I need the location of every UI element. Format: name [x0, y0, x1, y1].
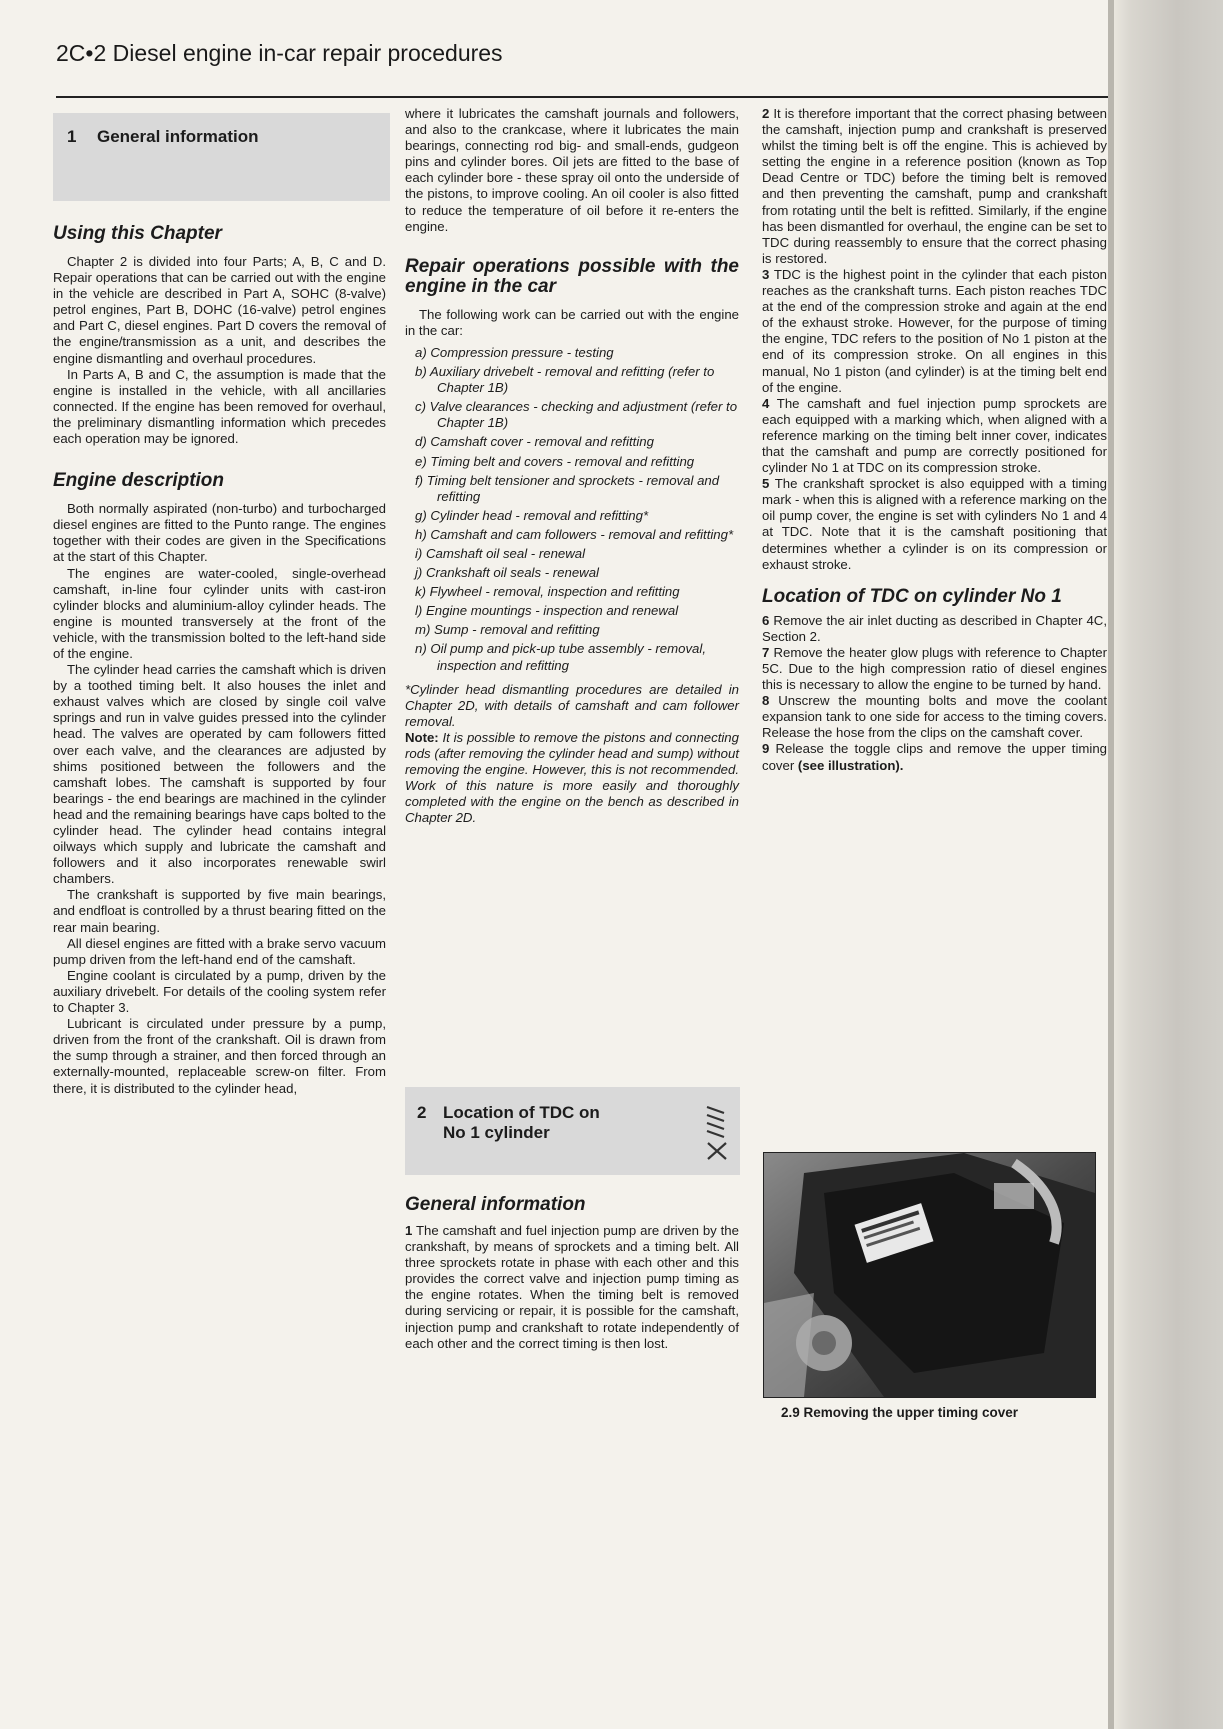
repair-intro: The following work can be carried out with the engine in the car: [405, 306, 739, 338]
header-rule [56, 96, 1108, 98]
para-number: 5 [762, 476, 770, 492]
para-text: Remove the air inlet ducting as described in Chapter 4C, Section 2. [762, 612, 1107, 644]
repair-list [415, 345, 739, 674]
para-text: TDC is the highest point in the cylinder that each piston reaches as the crankshaft turns. Each piston reaches TDC at the end of the compression stroke and again at the end of the exhaust stroke. However, for the purpose of timing the engine, TDC refers to the position of No 1 piston at the end of its compression stroke. On all engines in this manual, No 1 piston (and cylinder) is at the timing belt end of the engine. [762, 266, 1107, 395]
para-number: 2 [762, 106, 770, 121]
col3-para-8 [762, 693, 1107, 741]
section1-box [53, 113, 390, 201]
para-number: 6 [762, 612, 770, 628]
list-item: i) Camshaft oil seal - renewal [415, 545, 586, 561]
list-item: h) Camshaft and cam followers - removal and refitting* [415, 526, 734, 542]
section2-box [405, 1087, 740, 1175]
list-item: n) Oil pump and pick-up tube assembly - removal, inspection and refitting [415, 641, 706, 673]
section2-title-line2: No 1 cylinder [443, 1123, 550, 1142]
engine-para-6: Engine coolant is circulated by a pump, driven by the auxiliary drivebelt. For details of the cooling system refer to Chapter 3. [53, 967, 386, 1016]
using-para-2: In Parts A, B and C, the assumption is made that the engine is installed in the vehicle, with all ancillaries connected. If the engine has been removed for overhaul, the preliminary dismantling information which precedes each operation may be ignored. [53, 366, 386, 447]
note-label: Note: [405, 729, 439, 745]
list-item: d) Camshaft cover - removal and refitting [415, 434, 654, 450]
para-text: Release the toggle clips and remove the upper timing cover [762, 741, 1107, 773]
list-item: m) Sump - removal and refitting [415, 622, 600, 638]
para-number: 1 [405, 1223, 413, 1238]
col3-para-5 [762, 476, 1107, 573]
location-heading: Location of TDC on cylinder No 1 [762, 585, 1062, 607]
engine-heading: Engine description [53, 470, 225, 492]
illustration-ref: (see illustration). [797, 757, 904, 773]
list-item: f) Timing belt tensioner and sprockets - removal and refitting [415, 472, 720, 504]
section1-title: General information [97, 127, 259, 146]
col3-para-6 [762, 613, 1107, 645]
column-2-lower [405, 1195, 739, 1352]
list-item: g) Cylinder head - removal and refitting* [415, 507, 649, 523]
list-item: c) Valve clearances - checking and adjustment (refer to Chapter 1B) [415, 399, 738, 431]
col3-para-9 [762, 741, 1107, 773]
col2-continued: where it lubricates the camshaft journals and followers, and also to the crankcase, where it lubricates the main bearings, connecting rod big- and small-ends, gudgeon pins and cylinder bores. Oil jets are fitted to the base of each cylinder bore - these spray oil onto the underside of the pistons, to improve cooling. An oil cooler is also fitted to reduce the temperature of oil before it re-enters the engine. [405, 106, 739, 234]
spanner-icon [702, 1099, 732, 1163]
para-number: 4 [762, 395, 770, 411]
list-item: k) Flywheel - removal, inspection and refitting [415, 584, 680, 600]
column-1 [53, 224, 386, 1097]
using-heading: Using this Chapter [53, 223, 222, 244]
list-item: b) Auxiliary drivebelt - removal and refitting (refer to Chapter 1B) [415, 364, 715, 396]
photo-caption: 2.9 Removing the upper timing cover [781, 1405, 1019, 1420]
note [405, 730, 739, 827]
para-text: The camshaft and fuel injection pump are driven by the crankshaft, by means of sprockets and a timing belt. All three sprockets rotate in phase with each other and this provides the correct valve and injection pump timing as the engine rotates. When the timing belt is removed during servicing or repair, it is possible for the camshaft, injection pump and crankshaft to rotate independently of each other and the correct timing is then lost. [405, 1223, 739, 1351]
engine-para-5: All diesel engines are fitted with a brake servo vacuum pump driven from the left-hand end of the camshaft. [53, 935, 386, 967]
para-text: Remove the heater glow plugs with reference to Chapter 5C. Due to the high compression ratio of diesel engines this is necessary to allow the engine to be turned by hand. [762, 644, 1107, 693]
engine-para-3: The cylinder head carries the camshaft which is driven by a toothed timing belt. It also houses the inlet and exhaust valves which are closed by single coil valve springs and run in valve guides pressed into the cylinder head. The valves are operated by cam followers fitted over each valve, and the clearances are adjusted by shims positioned between the followers and the camshaft lobes. The camshaft is supported by four bearings - the end bearings are machined in the cylinder head and the remaining bearings have caps bolted to the cylinder head. The cylinder head contains integral oilways which supply and lubricate the camshaft and followers and it also incorporates renewable swirl chambers. [53, 662, 386, 887]
engine-para-2: The engines are water-cooled, single-overhead camshaft, in-line four cylinder units with cast-iron cylinder blocks and aluminium-alloy cylinder heads. The engine is mounted transversely at the front of the vehicle, with the transmission bolted to the left-hand side of the engine. [53, 565, 386, 661]
para-text: The crankshaft sprocket is also equipped with a timing mark - when this is aligned with a reference marking on the oil pump cover, the engine is set with cylinders No 1 and 4 at TDC. Note that it is the camshaft positioning that determines whether a cylinder is on its compression or exhaust stroke. [762, 476, 1107, 572]
section2-title-line1: Location of TDC on [443, 1103, 600, 1122]
list-item: a) Compression pressure - testing [415, 344, 614, 360]
engine-photo-image [764, 1153, 1095, 1397]
col3-para-2 [762, 106, 1107, 267]
page-fold [1108, 0, 1114, 1729]
using-para-1: Chapter 2 is divided into four Parts; A, B, C and D. Repair operations that can be carried out with the engine in the vehicle are described in Part A, SOHC (8-valve) petrol engines, Part B, DOHC (16-valve) petrol engines and Part C, diesel engines. Part D covers the removal of the engine/transmission as a unit, and describes the engine dismantling and overhaul procedures. [53, 254, 386, 366]
page-header: 2C•2 Diesel engine in-car repair procedures [56, 40, 503, 66]
col2-para-1 [405, 1223, 739, 1352]
para-number: 3 [762, 266, 770, 282]
note-text: It is possible to remove the pistons and connecting rods (after removing the cylinder head and sump) without removing the engine. However, this is not recommended. Work of this nature is more easily and thoroughly completed with the engine on the bench as described in Chapter 2D. [405, 729, 739, 826]
list-item: e) Timing belt and covers - removal and refitting [415, 453, 695, 469]
list-item: l) Engine mountings - inspection and renewal [415, 603, 679, 619]
list-item: j) Crankshaft oil seals - renewal [415, 565, 599, 581]
general-heading: General information [405, 1194, 586, 1215]
para-number: 8 [762, 693, 770, 709]
column-3 [762, 106, 1107, 774]
repair-heading: Repair operations possible with the engine in the car [405, 255, 739, 297]
para-text: Unscrew the mounting bolts and move the coolant expansion tank to one side for access to the timing covers. Release the hose from the clips on the camshaft cover. [762, 693, 1107, 741]
footnote: *Cylinder head dismantling procedures are detailed in Chapter 2D, with details of camshaft and cam follower removal. [405, 681, 739, 729]
para-text: It is therefore important that the correct phasing between the camshaft, injection pump and crankshaft is preserved whilst the timing belt is off the engine. This is achieved by setting the engine in a reference position (known as Top Dead Centre or TDC) before the timing belt is removed and then preventing the camshaft, pump and crankshaft from rotating until the belt is refitted. Similarly, if the engine has been dismantled for overhaul, the engine can be set to TDC during reassembly to ensure that the correct phasing is restored. [762, 106, 1107, 266]
engine-para-7: Lubricant is circulated under pressure by a pump, driven from the front of the crankshaft. Oil is drawn from the sump through a strainer, and then forced through an externally-mounted, replaceable screw-on filter. From there, it is distributed to the cylinder head, [53, 1016, 386, 1096]
col3-para-4 [762, 396, 1107, 476]
section2-number: 2 [417, 1103, 427, 1122]
page-edge [1108, 0, 1223, 1729]
para-number: 7 [762, 644, 770, 660]
section1-number: 1 [67, 127, 77, 146]
engine-photo [763, 1152, 1096, 1398]
column-2 [405, 106, 739, 826]
engine-para-4: The crankshaft is supported by five main bearings, and endfloat is controlled by a thrust bearing fitted on the rear main bearing. [53, 887, 386, 935]
col3-para-3 [762, 267, 1107, 396]
para-text: The camshaft and fuel injection pump sprockets are each equipped with a marking which, when aligned with a reference marking on the timing belt inner cover, indicates that the camshaft and pump are correctly positioned for cylinder No 1 at TDC on its compression stroke. [762, 395, 1107, 476]
para-number: 9 [762, 741, 770, 757]
engine-para-1: Both normally aspirated (non-turbo) and turbocharged diesel engines are fitted to the Punto range. The engines together with their codes are given in the Specifications at the start of this Chapter. [53, 501, 386, 565]
col3-para-7 [762, 645, 1107, 693]
